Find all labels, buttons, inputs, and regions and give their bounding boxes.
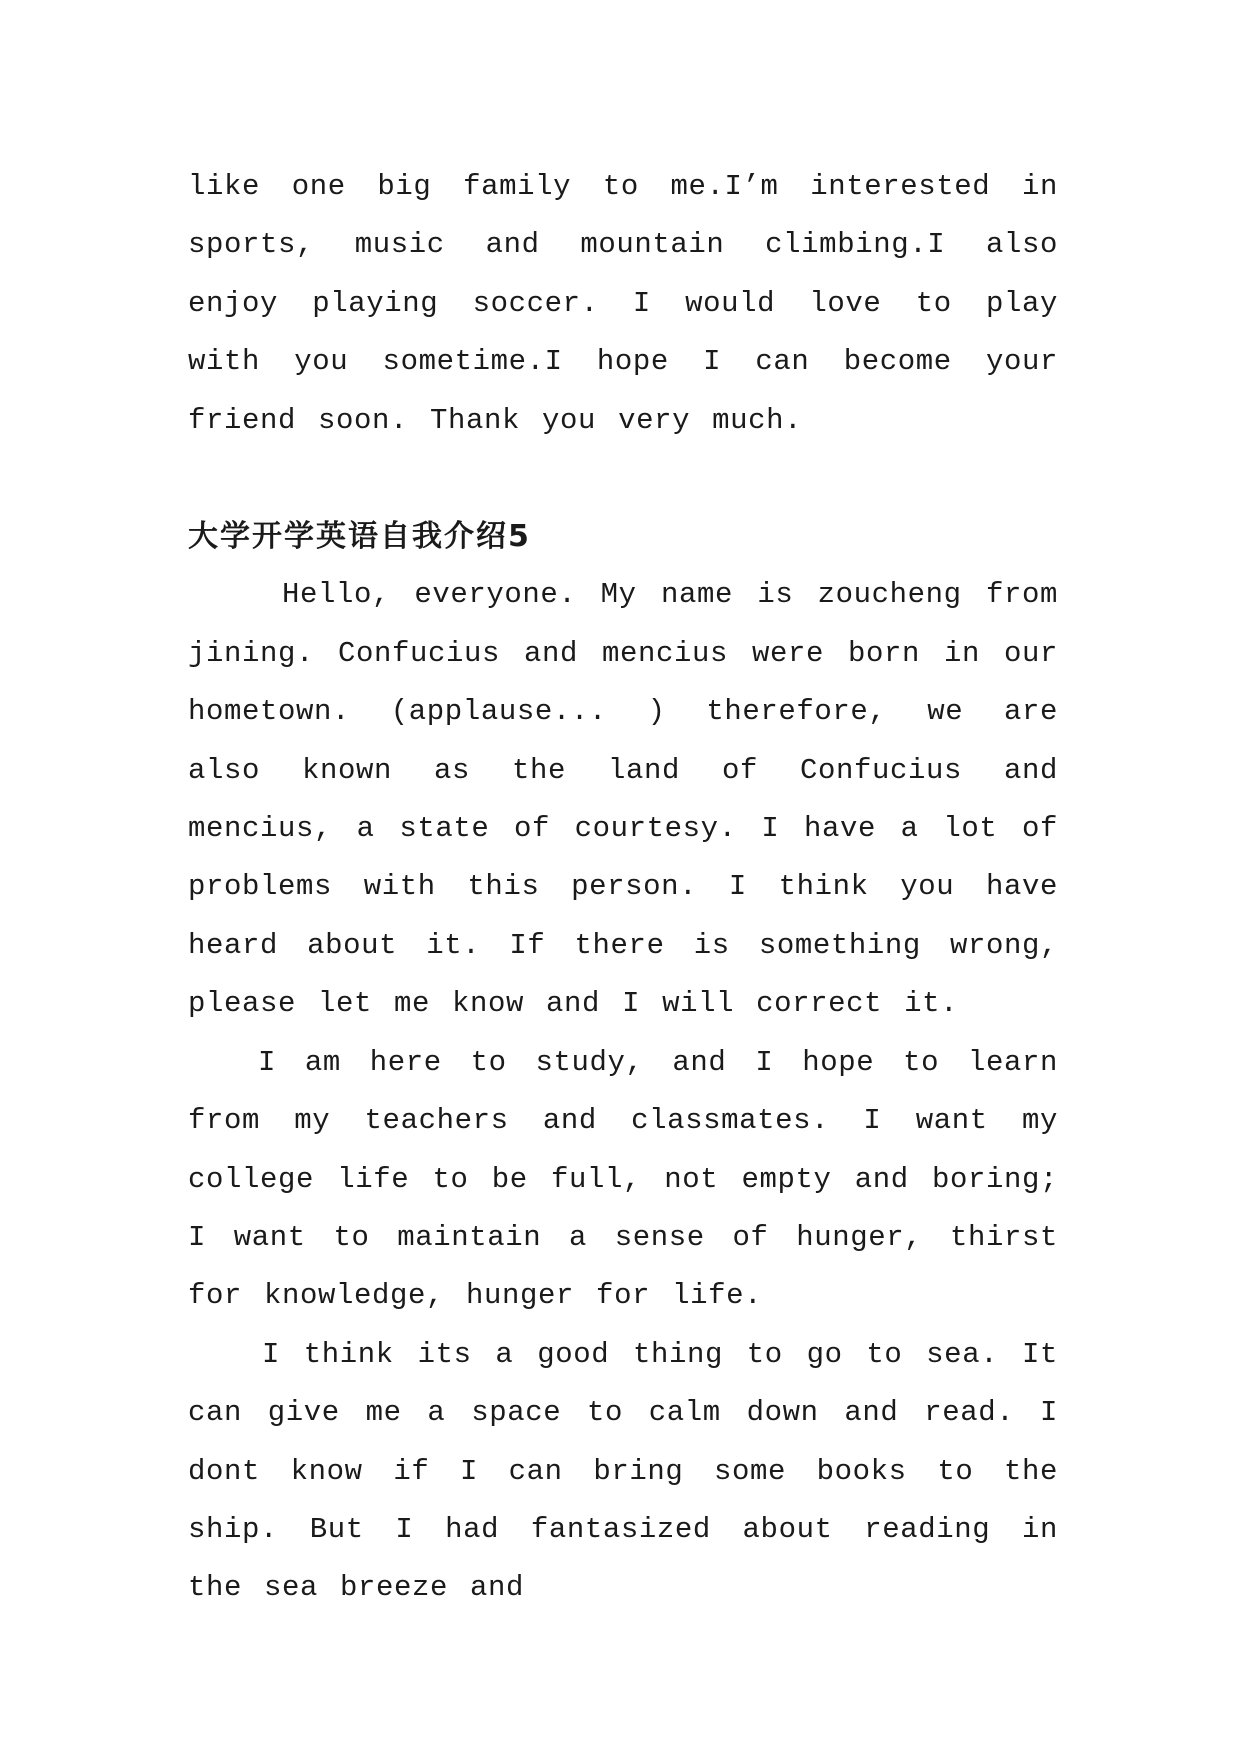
body-paragraph-1: Hello, everyone. My name is zoucheng from jining. Confucius and mencius were born in our hometown. (applause... ) therefore, we are also known as the land of Confucius and mencius, a state of courtesy. I have a lot of problems with this person. I think you have heard about it. If there is something wrong, please let me know and I will correct it. bbox=[188, 578, 1058, 1021]
body-paragraph-2: I am here to study, and I hope to learn from my teachers and classmates. I want my college life to be full, not empty and boring; I want to maintain a sense of hunger, thirst for knowledge, hunger for life. bbox=[188, 1045, 1058, 1313]
section-heading: 大学开学英语自我介绍5 bbox=[188, 519, 531, 555]
intro-continuation-paragraph: like one big family to me.I’m interested in sports, music and mountain climbing.I also enjoy playing soccer. I would love to play with you sometime.I hope I can become your friend soon. Thank you very much. bbox=[188, 170, 1058, 437]
document-page bbox=[188, 158, 1058, 1618]
body-paragraph-3: I think its a good thing to go to sea. It can give me a space to calm down and read. I dont know if I can bring some books to the ship. But I had fantasized about reading in the sea breeze and bbox=[188, 1337, 1058, 1605]
